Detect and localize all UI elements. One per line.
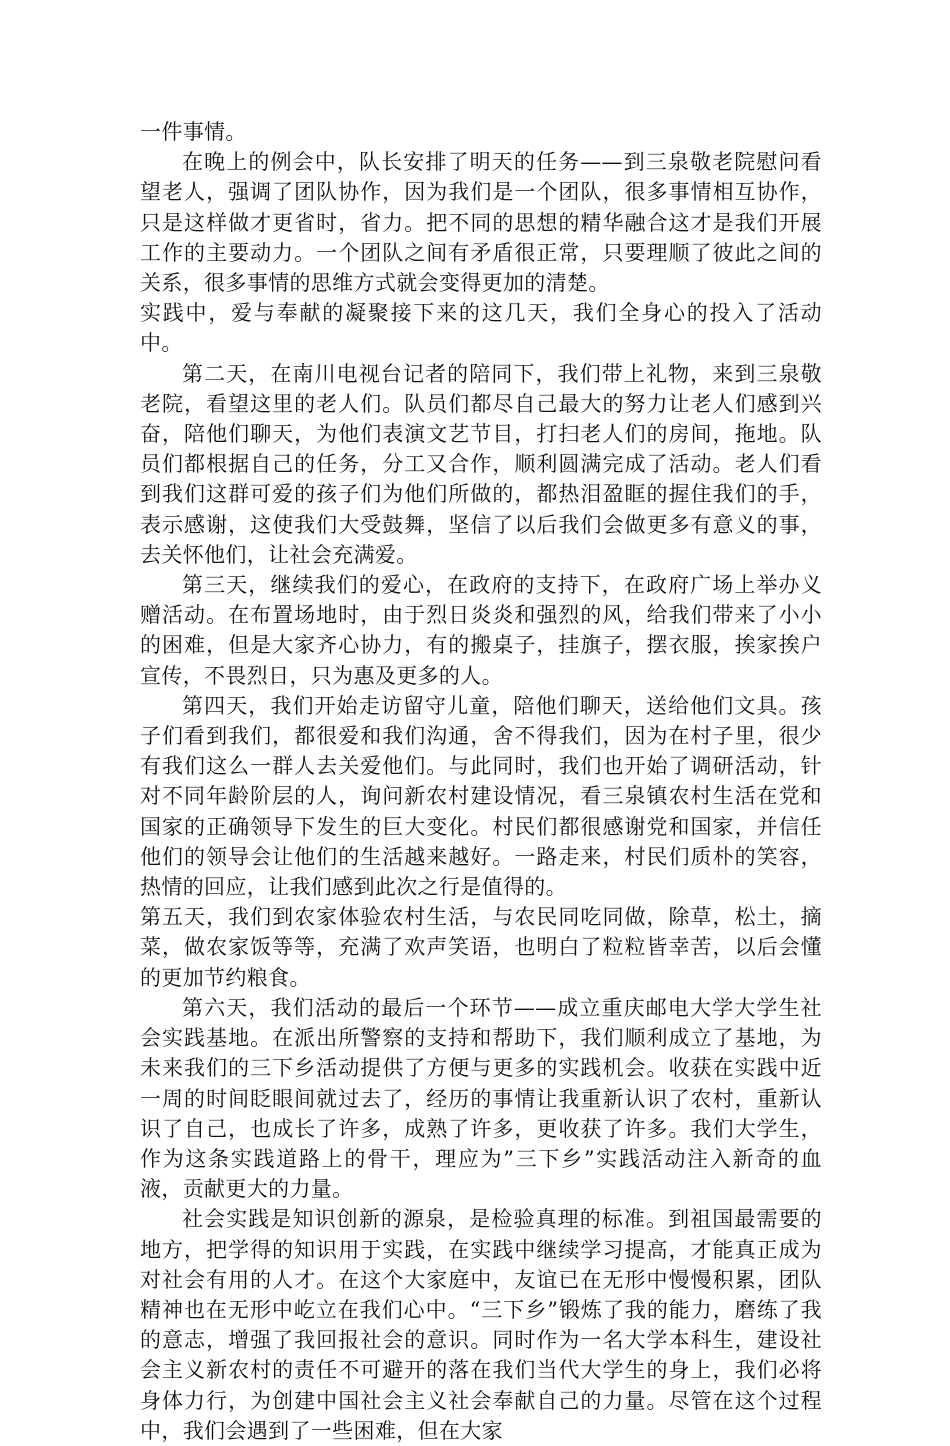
paragraph-8: 第六天，我们活动的最后一个环节——成立重庆邮电大学大学生社会实践基地。在派出所警察的支持和帮助下，我们顺利成立了基地，为未来我们的三下乡活动提供了方便与更多的实践机会。收获在实践中近一周的时间眨眼间就过去了，经历的事情让我重新认识了农村，重新认识了自己，也成长了许多，成熟了许多，更收获了许多。我们大学生，作为这条实践道路上的骨干，理应为”三下乡”实践活动注入新奇的血液，贡献更大的力量。 bbox=[140, 995, 822, 1202]
paragraph-4: 第二天，在南川电视台记者的陪同下，我们带上礼物，来到三泉敬老院，看望这里的老人们。队员们都尽自己最大的努力让老人们感到兴奋，陪他们聊天，为他们表演文艺节目，打扫老人们的房间，拖地。队员们都根据自己的任务，分工又合作，顺利圆满完成了活动。老人们看到我们这群可爱的孩子们为他们所做的，都热泪盈眶的握住我们的手，表示感谢，这使我们大受鼓舞，坚信了以后我们会做更多有意义的事，去关怀他们，让社会充满爱。 bbox=[140, 361, 822, 567]
paragraph-6: 第四天，我们开始走访留守儿童，陪他们聊天，送给他们文具。孩子们看到我们，都很爱和我们沟通，舍不得我们，因为在村子里，很少有我们这么一群人去关爱他们。与此同时，我们也开始了调研活动，针对不同年龄阶层的人，询问新农村建设情况，看三泉镇农村生活在党和国家的正确领导下发生的巨大变化。村民们都很感谢党和国家，并信任他们的领导会让他们的生活越来越好。一路走来，村民们质朴的笑容，热情的回应，让我们感到此次之行是值得的。 bbox=[140, 693, 822, 900]
paragraph-9: 社会实践是知识创新的源泉，是检验真理的标准。到祖国最需要的地方，把学得的知识用于实践，在实践中继续学习提高，才能真正成为对社会有用的人才。在这个大家庭中，友谊已在无形中慢慢积累，团队精神也在无形中屹立在我们心中。“三下乡”锻炼了我的能力，磨练了我的意志，增强了我回报社会的意识。同时作为一名大学本科生，建设社会主义新农村的责任不可避开的落在我们当代大学生的身上，我们必将身体力行，为创建中国社会主义社会奉献自己的力量。尽管在这个过程中，我们会遇到了一些困难，但在大家 bbox=[140, 1207, 822, 1443]
paragraph-1: 一件事情。 bbox=[140, 120, 247, 144]
paragraph-7: 第五天，我们到农家体验农村生活，与农民同吃同做，除草，松土，摘菜，做农家饭等等，充满了欢声笑语，也明白了粒粒皆幸苦，以后会懂的更加节约粮食。 bbox=[140, 905, 822, 990]
paragraph-2: 在晚上的例会中，队长安排了明天的任务——到三泉敬老院慰问看望老人，强调了团队协作，因为我们是一个团队，很多事情相互协作，只是这样做才更省时，省力。把不同的思想的精华融合这才是我们开展工作的主要动力。一个团队之间有矛盾很正常，只要理顺了彼此之间的关系，很多事情的思维方式就会变得更加的清楚。 bbox=[140, 150, 822, 296]
document-body bbox=[140, 117, 822, 1446]
paragraph-3: 实践中，爱与奉献的凝聚接下来的这几天，我们全身心的投入了活动中。 bbox=[140, 301, 822, 356]
paragraph-5: 第三天，继续我们的爱心，在政府的支持下，在政府广场上举办义赠活动。在布置场地时，由于烈日炎炎和强烈的风，给我们带来了小小的困难，但是大家齐心协力，有的搬桌子，挂旗子，摆衣服，挨家挨户宣传，不畏烈日，只为惠及更多的人。 bbox=[140, 573, 822, 688]
